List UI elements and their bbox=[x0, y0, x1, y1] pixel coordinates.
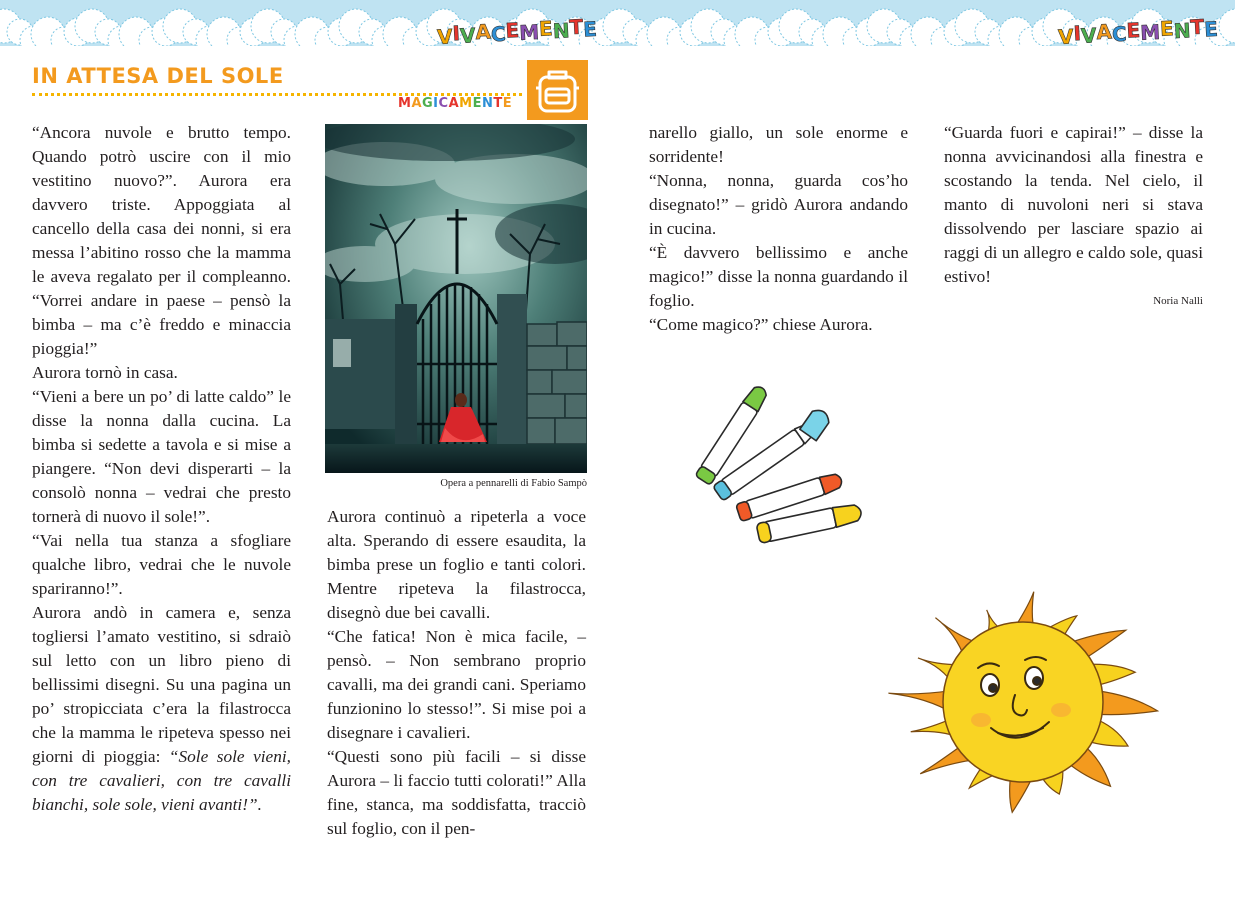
letter: A bbox=[448, 96, 460, 111]
letter: C bbox=[490, 21, 507, 47]
text-column-2 bbox=[327, 505, 586, 841]
letter: M bbox=[1139, 19, 1161, 45]
paragraph: “Guarda fuori e capirai!” – disse la nonna avvicinandosi alla finestra e scostando la tenda. Nel cielo, il manto di nuvoloni neri si stava dissolvendo per lasciare spazio ai raggi di un allegro e caldo sole, quasi estivo! bbox=[944, 123, 1203, 286]
smiling-sun-illustration bbox=[873, 590, 1163, 815]
nursery-rhyme: “Sole sole vieni, con tre cavalieri, con tre cavalli bianchi, sole sole, vieni avanti!”. bbox=[32, 747, 291, 814]
letter: V bbox=[1080, 23, 1098, 48]
letter: M bbox=[398, 96, 412, 111]
paragraph: Aurora tornò in casa. bbox=[32, 363, 178, 382]
girl-at-gate-painting bbox=[325, 124, 587, 473]
letter: N bbox=[1173, 18, 1192, 44]
letter: V bbox=[459, 23, 477, 48]
text-column-1 bbox=[32, 121, 291, 817]
paragraph: “Vai nella tua stanza a sfogliare qualche libro, vedrai che le nuvole spariranno!”. bbox=[32, 531, 291, 598]
paragraph-text: Aurora andò in camera e, senza togliersi l’amato vestitino, si sdraiò sul letto con un libro pieno di bellissimi disegni. Su una pagina un po’ stropicciata c’era la filastrocca che la mamma le ripeteva spesso nei giorni di pioggia: bbox=[32, 603, 291, 766]
letter: I bbox=[433, 96, 439, 111]
letter: E bbox=[504, 17, 520, 43]
letter: E bbox=[1203, 16, 1219, 42]
letter: A bbox=[411, 96, 422, 111]
paragraph bbox=[32, 601, 291, 817]
letter: E bbox=[538, 16, 554, 41]
letter: E bbox=[1125, 17, 1141, 43]
letter: E bbox=[1159, 16, 1175, 41]
letter: V bbox=[436, 24, 454, 50]
letter: T bbox=[1189, 14, 1205, 40]
letter: I bbox=[1072, 21, 1082, 46]
letter: N bbox=[552, 18, 571, 44]
top-cloud-band bbox=[0, 0, 1235, 58]
paragraph: “Nonna, nonna, guarda cos’ho disegnato!” – gridò Aurora andando in cucina. bbox=[649, 171, 908, 238]
letter: E bbox=[472, 96, 482, 111]
cloud-pattern bbox=[0, 0, 1235, 58]
letter: E bbox=[582, 16, 598, 42]
backpack-icon bbox=[527, 60, 588, 120]
letter: C bbox=[1111, 21, 1128, 47]
letter: M bbox=[459, 96, 473, 111]
article-title: IN ATTESA DEL SOLE bbox=[32, 64, 284, 88]
letter: I bbox=[451, 21, 461, 46]
category-label bbox=[398, 96, 512, 111]
letter: E bbox=[502, 96, 513, 111]
paragraph: “Questi sono più facili – si disse Aurora – li faccio tutti colorati!” Alla fine, stanca, ma soddisfatta, tracciò sul foglio, con il pen- bbox=[327, 747, 586, 838]
letter: T bbox=[568, 14, 584, 40]
paragraph: narello giallo, un sole enorme e sorridente! bbox=[649, 123, 908, 166]
paragraph: “Come magico?” chiese Aurora. bbox=[649, 315, 873, 334]
image-caption: Opera a pennarelli di Fabio Sampò bbox=[440, 478, 587, 489]
felt-pens-illustration bbox=[688, 380, 878, 550]
paragraph: Aurora continuò a ripeterla a voce alta. Sperando di essere esaudita, la bimba prese un foglio e tanti colori. Mentre ripeteva la filastrocca, disegnò due bei cavalli. bbox=[327, 507, 586, 622]
letter: C bbox=[438, 96, 449, 111]
paragraph: “Che fatica! Non è mica facile, – pensò. – Non sembrano proprio cavalli, ma dei grandi cani. Speriamo funzionino lo stesso!”. Si mise poi a disegnare i cavalieri. bbox=[327, 627, 586, 742]
letter: A bbox=[1095, 19, 1113, 45]
paragraph: “È davvero bellissimo e anche magico!” disse la nonna guardando il foglio. bbox=[649, 243, 908, 310]
letter: N bbox=[481, 96, 494, 111]
letter: T bbox=[493, 96, 503, 111]
paragraph: “Vieni a bere un po’ di latte caldo” le disse la nonna dalla cucina. La bimba si sedette a tavola e si mise a piangere. “Non devi disperarti – la consolò nonna – vedrai che presto tornerà di nuovo il sole!”. bbox=[32, 387, 291, 526]
letter: A bbox=[474, 19, 492, 45]
letter: G bbox=[422, 96, 434, 111]
letter: V bbox=[1057, 24, 1075, 50]
paragraph: “Ancora nuvole e brutto tempo. Quando potrò uscire con il mio vestitino nuovo?”. Aurora era davvero triste. Appoggiata al cancello della casa dei nonni, si era messa l’abitino rosso che la mamma le aveva regalato per il compleanno. “Vorrei andare in paese – pensò la bimba – ma c’è freddo e minaccia pioggia!” bbox=[32, 123, 291, 358]
text-column-3 bbox=[649, 121, 908, 337]
text-column-4 bbox=[944, 121, 1203, 289]
author-name: Noria Nalli bbox=[1153, 295, 1203, 307]
letter: M bbox=[518, 19, 540, 45]
